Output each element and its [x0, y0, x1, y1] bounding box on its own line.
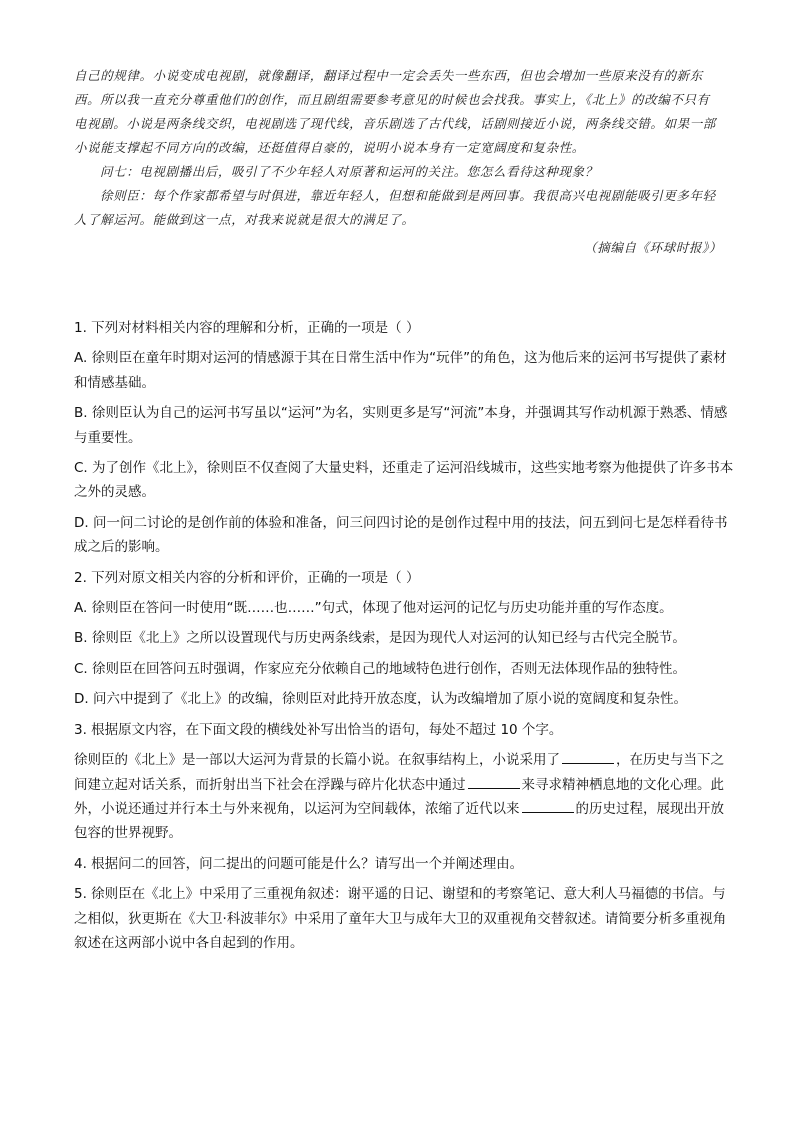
passage-paragraph-1: 自己的规律。小说变成电视剧，就像翻译，翻译过程中一定会丢失一些东西，但也会增加一些原来没有的新东西。所以我一直充分尊重他们的创作，而且剧组需要参考意见的时候也会找我。事实上，《北上》的改编不只有电视剧。小说是两条线交织，电视剧选了现代线，音乐剧选了古代线，话剧则接近小说，两条线交错。如果一部小说能支撑起不同方向的改编，还挺值得自豪的，说明小说本身有一定宽阔度和复杂性。	[74, 68, 716, 155]
question-3-blank-2[interactable]	[468, 774, 520, 789]
question-2-option-b: B. 徐则臣《北上》之所以设置现代与历史两条线索，是因为现代人对运河的认知已经与古代完全脱节。	[74, 630, 686, 647]
reading-passage	[74, 64, 722, 260]
question-2-option-d: D. 问六中提到了《北上》的改编，徐则臣对此持开放态度，认为改编增加了原小说的宽阔度和复杂性。	[74, 691, 687, 708]
question-1-option-b: B. 徐则臣认为自己的运河书写虽以“运河”为名，实则更多是写“河流”本身，并强调其写作动机源于熟悉、情感与重要性。	[74, 405, 728, 446]
question-3-blank-1[interactable]	[562, 749, 614, 764]
question-3-text-1: 徐则臣的《北上》是一部以大运河为背景的长篇小说。在叙事结构上，小说采用了	[74, 752, 560, 769]
question-section	[74, 316, 734, 961]
question-2-option-a: A. 徐则臣在答问一时使用“既……也……”句式，体现了他对运河的记忆与历史功能并重的写作态度。	[74, 600, 673, 617]
question-5-stem: 5. 徐则臣在《北上》中采用了三重视角叙述：谢平遥的日记、谢望和的考察笔记、意大利人马福德的书信。与之相似，狄更斯在《大卫·科波菲尔》中采用了童年大卫与成年大卫的双重视角交替叙述。请简要分析多重视角叙述在这两部小说中各自起到的作用。	[74, 886, 727, 951]
question-3-text-3: 来寻求精神栖息地的文化心理。此外，小说还通过并行本土与外来视角，以运河为空间载体，浓缩了近代以来	[74, 776, 724, 817]
question-4-stem: 4. 根据问二的回答，问二提出的问题可能是什么？请写出一个并阐述理由。	[74, 855, 524, 872]
question-1-stem: 1. 下列对材料相关内容的理解和分析，正确的一项是（ ）	[74, 320, 420, 336]
passage-paragraph-2: 问七：电视剧播出后，吸引了不少年轻人对原著和运河的关注。您怎么看待这种现象？	[100, 164, 598, 179]
question-2-stem: 2. 下列对原文相关内容的分析和评价，正确的一项是（ ）	[74, 569, 420, 586]
question-3-blank-3[interactable]	[522, 798, 574, 813]
question-2-option-c: C. 徐则臣在回答问五时强调，作家应充分依赖自己的地域特色进行创作，否则无法体现作品的独特性。	[74, 660, 687, 677]
question-1-option-c: C. 为了创作《北上》，徐则臣不仅查阅了大量史料，还重走了运河沿线城市，这些实地考察为他提供了许多书本之外的灵感。	[74, 460, 734, 501]
question-3-text-2: ，在历史与当下之间建立起对话关系，而折射出当下社会在浮躁与碎片化状态中通过	[74, 752, 724, 793]
passage-paragraph-3: 徐则臣：每个作家都希望与时俱进，靠近年轻人，但想和能做到是两回事。我很高兴电视剧能吸引更多年轻人了解运河。能做到这一点，对我来说就是很大的满足了。	[74, 188, 716, 227]
passage-source: （摘编自《环球时报》）	[584, 240, 722, 255]
question-1-option-a: A. 徐则臣在童年时期对运河的情感源于其在日常生活中作为“玩伴”的角色，这为他后来的运河书写提供了素材和情感基础。	[74, 350, 727, 391]
question-3-stem: 3. 根据原文内容，在下面文段的横线处补写出恰当的语句，每处不超过 10 个字。	[74, 721, 563, 738]
question-3-text-4: 的历史过程，展现出开放包容的世界视野。	[74, 800, 724, 842]
question-3-fill-paragraph	[74, 748, 734, 846]
question-1-option-d: D. 问一问二讨论的是创作前的体验和准备，问三问四讨论的是创作过程中用的技法，问五到问七是怎样看待书成之后的影响。	[74, 514, 728, 556]
